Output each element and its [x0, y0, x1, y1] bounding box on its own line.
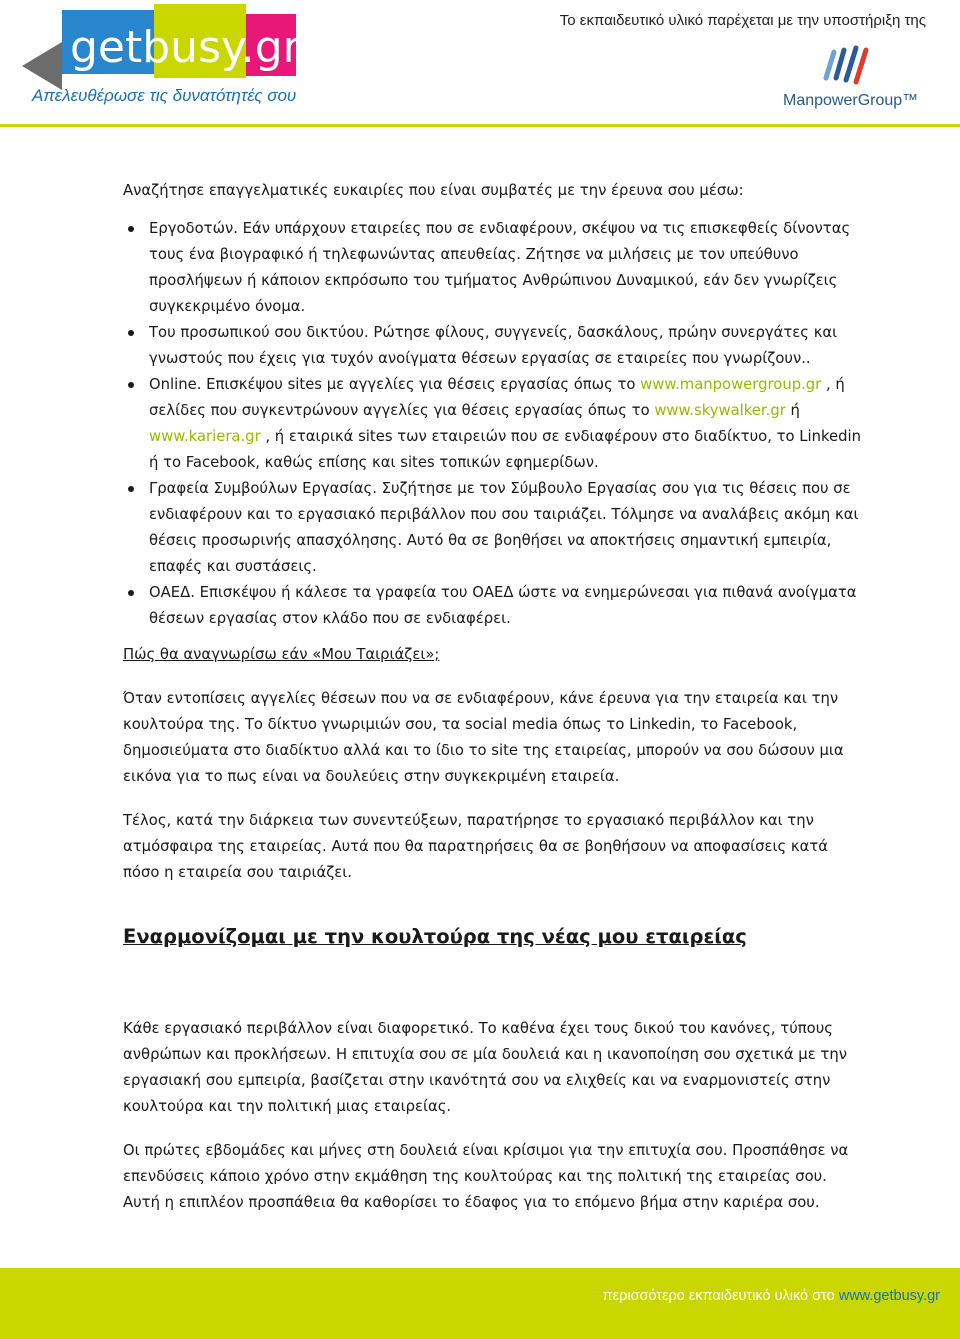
skywalker-link[interactable]: www.skywalker.gr [654, 402, 786, 419]
paragraph: Κάθε εργασιακό περιβάλλον είναι διαφορετικό. Το καθένα έχει τους δικού του κανόνες, τύπους ανθρώπων και προκλήσεων. Η επιτυχία σου σε μία δουλειά και η ικανοποίηση σου σχετικά με την εργασιακή σου εμπειρία, βασίζεται στην ικανότητά σου να ελιχθείς και να εναρμονιστείς στην κουλτούρα και την πολιτική μιας εταιρείας. [123, 1020, 847, 1115]
list-item: Γραφεία Συμβούλων Εργασίας. Συζήτησε με τον Σύμβουλο Εργασίας σου για τις θέσεις που σε ενδιαφέρουν και το εργασιακό περιβάλλον που σου ταιριάζει. Τόλμησε να αναλάβεις ακόμη και θέσεις προσωρινής απασχόλησης. Αυτό θα σε βοηθήσει να αποκτήσεις σημαντική εμπειρία, επαφές και συστάσεις. [123, 476, 868, 580]
list-item-text: ή [785, 402, 800, 419]
manpowergroup-link[interactable]: www.manpowergroup.gr [640, 376, 822, 393]
main-content [123, 178, 868, 1216]
paragraph: Όταν εντοπίσεις αγγελίες θέσεων που να σε ενδιαφέρουν, κάνε έρευνα για την εταιρεία και την κουλτούρα της. Το δίκτυο γνωριμιών σου, τα social media όπως το Linkedin, το Facebook, δημοσιεύματα στο διαδίκτυο αλλά και το ίδιο το site της εταιρείας, μπορούν να σου δώσουν μια εικόνα για το πως είναι να δουλεύεις στην συγκεκριμένη εταιρεία. [123, 690, 844, 785]
list-item-text: Online. Επισκέψου sites με αγγελίες για θέσεις εργασίας όπως το [149, 376, 641, 393]
section-title: Εναρμονίζομαι με την κουλτούρα της νέας μου εταιρείας [123, 925, 747, 948]
page-footer [0, 1268, 960, 1339]
header-divider [0, 124, 960, 127]
footer-text [603, 1288, 940, 1304]
intro-text: Αναζήτησε επαγγελματικές ευκαιρίες που είναι συμβατές με την έρευνα σου μέσω: [123, 182, 744, 199]
paragraph: Οι πρώτες εβδομάδες και μήνες στη δουλειά είναι κρίσιμοι για την επιτυχία σου. Προσπάθησε να επενδύσεις κάποιο χρόνο στην εκμάθηση της κουλτούρας και της πολιτική της εταιρείας σου. Αυτή η επιπλέον προσπάθεια θα καθορίσει το έδαφος για το επόμενο βήμα στην καριέρα σου. [123, 1142, 849, 1211]
footer-label: περισσότερο εκπαιδευτικό υλικό στο [602, 1288, 839, 1304]
partner-name: ManpowerGroup™ [783, 92, 919, 109]
list-item-text: , ή σελίδες που συγκεντρώνουν αγγελίες για θέσεις εργασίας όπως το [149, 376, 845, 419]
kariera-link[interactable]: www.kariera.gr [149, 428, 261, 445]
list-item: Εργοδοτών. Εάν υπάρχουν εταιρείες που σε ενδιαφέρουν, σκέψου να τις επισκεφθείς δίνοντας τους ένα βιογραφικό ή τηλεφωνώντας απευθείας. Ζήτησε να μιλήσεις με τον υπεύθυνο προσλήψεων ή κάποιον εκπρόσωπο του τμήματος Ανθρώπινου Δυναμικού, εάν δεν γνωρίζεις συγκεκριμένο όνομα. [123, 216, 868, 320]
list-item-text: , ή εταιρικά sites των εταιρειών που σε ενδιαφέρουν στο διαδίκτυο, το Linkedin ή το Facebook, καθώς επίσης και sites τοπικών εφημερίδων. [149, 428, 862, 471]
subheading: Πώς θα αναγνωρίσω εάν «Μου Ταιριάζει»; [123, 646, 440, 663]
manpowergroup-logo-mark [780, 42, 920, 122]
bullet-list [123, 216, 868, 632]
list-item: ΟΑΕΔ. Επισκέψου ή κάλεσε τα γραφεία του ΟΑΕΔ ώστε να ενημερώνεσαι για πιθανά ανοίγματα θέσεων εργασίας στον κλάδο που σε ενδιαφέρει. [123, 580, 868, 632]
logo-tagline: Απελευθέρωσε τις δυνατότητές σου [32, 86, 297, 105]
getbusy-link[interactable]: www.getbusy.gr [838, 1288, 940, 1304]
page-header [0, 0, 960, 128]
logo-wordmark: getbusy.gr [70, 22, 301, 73]
paragraph: Τέλος, κατά την διάρκεια των συνεντεύξεων, παρατήρησε το εργασιακό περιβάλλον και την ατμόσφαιρα της εταιρείας. Αυτά που θα παρατηρήσεις θα σε βοηθήσουν να αποφασίσεις κατά πόσο η εταιρεία σου ταιριάζει. [123, 812, 828, 881]
list-item: Του προσωπικού σου δικτύου. Ρώτησε φίλους, συγγενείς, δασκάλους, πρώην συνεργάτες και γνωστούς που έχεις για τυχόν ανοίγματα θέσεων εργασίας σε εταιρείες που γνωρίζουν.. [123, 320, 868, 372]
support-text: Το εκπαιδευτικό υλικό παρέχεται με την υποστήριξη της [559, 12, 926, 29]
list-item [123, 372, 868, 476]
